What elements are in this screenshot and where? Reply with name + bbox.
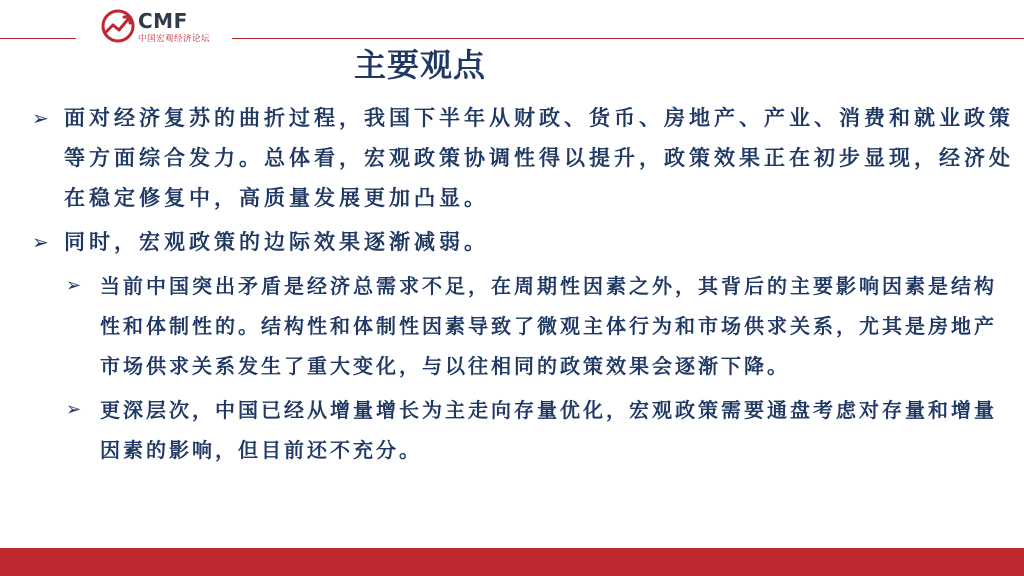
arrow-bullet-icon: ➢ (32, 230, 53, 254)
page-title: 主要观点 (353, 46, 486, 84)
bullet-text: 面对经济复苏的曲折过程，我国下半年从财政、货币、房地产、产业、消费和就业政策等方面综合发力。总体看，宏观政策协调性得以提升，政策效果正在初步显现，经济处在稳定修复中，高质量发展更加凸显。 (64, 105, 1014, 210)
arrow-bullet-icon: ➢ (66, 275, 85, 296)
bullet-item (28, 222, 1018, 262)
sub-bullet-text: 当前中国突出矛盾是经济总需求不足，在周期性因素之外，其背后的主要影响因素是结构性和体制性的。结构性和体制性因素导致了微观主体行为和市场供求关系，尤其是房地产市场供求关系发生了重大变化，与以往相同的政策效果会逐渐下降。 (100, 274, 997, 378)
logo-text: CMF (138, 9, 188, 33)
footer-bar (0, 548, 1024, 576)
header-rule-right (232, 38, 1024, 39)
header-rule-left (0, 38, 76, 39)
sub-bullet-item (66, 390, 1018, 470)
arrow-bullet-icon: ➢ (32, 106, 53, 130)
bullet-text: 同时，宏观政策的边际效果逐渐减弱。 (64, 229, 489, 254)
arrow-bullet-icon: ➢ (66, 399, 85, 420)
sub-bullet-text: 更深层次，中国已经从增量增长为主走向存量优化，宏观政策需要通盘考虑对存量和增量因素的影响，但目前还不充分。 (100, 398, 997, 462)
logo-subtitle: 中国宏观经济论坛 (138, 34, 211, 44)
sub-bullet-item (66, 266, 1018, 386)
bullet-list (28, 98, 1018, 474)
bullet-item (28, 98, 1018, 218)
cmf-logo-mark-icon (100, 8, 136, 44)
